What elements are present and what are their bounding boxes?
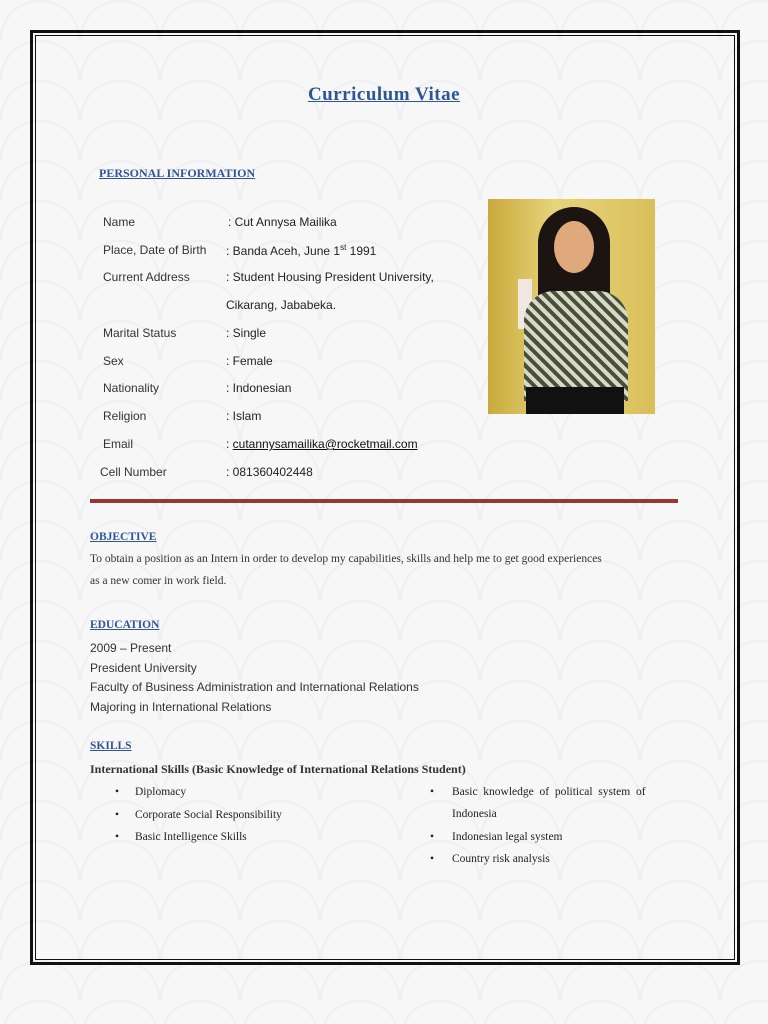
skill-item-continued: Indonesia xyxy=(452,808,497,820)
document-title: Curriculum Vitae xyxy=(307,84,461,105)
dob-suffix: st xyxy=(340,243,347,252)
field-value: : Islam xyxy=(226,409,262,423)
field-value: : Student Housing President University, xyxy=(226,270,434,284)
bullet-icon: • xyxy=(115,786,120,798)
field-value: : Single xyxy=(226,326,267,340)
skill-item: Indonesian legal system xyxy=(452,831,563,843)
field-value: : Indonesian xyxy=(226,381,292,395)
personal-info-heading: PERSONAL INFORMATION xyxy=(99,166,256,180)
field-label: Current Address xyxy=(103,270,190,284)
bullet-icon: • xyxy=(430,786,435,798)
profile-photo xyxy=(488,199,655,414)
field-label: Marital Status xyxy=(103,326,177,340)
dob-year: 1991 xyxy=(346,244,377,258)
field-value xyxy=(226,437,418,451)
education-line: 2009 – Present xyxy=(90,641,172,655)
bullet-icon: • xyxy=(115,831,120,843)
field-value-continued: Cikarang, Jababeka. xyxy=(226,298,337,312)
bullet-icon: • xyxy=(430,831,435,843)
bullet-icon: • xyxy=(115,809,120,821)
bullet-icon: • xyxy=(430,853,435,865)
field-value: : Cut Annysa Mailika xyxy=(228,215,337,229)
email-colon: : xyxy=(226,437,233,451)
objective-heading: OBJECTIVE xyxy=(90,531,157,543)
objective-text: To obtain a position as an Intern in order to develop my capabilities, skills and help me to get good experiences xyxy=(90,553,602,565)
education-line: President University xyxy=(90,661,197,675)
section-divider xyxy=(90,499,678,503)
skill-item: Country risk analysis xyxy=(452,853,550,865)
skills-heading: SKILLS xyxy=(90,740,132,752)
field-label: Religion xyxy=(103,409,147,423)
field-value: : Female xyxy=(226,354,273,368)
education-line: Faculty of Business Administration and International Relations xyxy=(90,680,419,694)
email-link[interactable]: cutannysamailika@rocketmail.com xyxy=(232,437,418,451)
field-label: Email xyxy=(103,437,134,451)
field-label: Name xyxy=(103,215,136,229)
skill-item: Corporate Social Responsibility xyxy=(135,809,282,821)
objective-text: as a new comer in work field. xyxy=(90,575,227,587)
field-label: Sex xyxy=(103,354,124,368)
dob-value: : Banda Aceh, June 1 xyxy=(226,244,341,258)
skill-item: Diplomacy xyxy=(135,786,187,798)
field-value: : 081360402448 xyxy=(226,465,313,479)
field-label: Cell Number xyxy=(100,465,167,479)
field-value xyxy=(226,243,376,258)
field-label: Place, Date of Birth xyxy=(103,243,207,257)
field-label: Nationality xyxy=(103,381,160,395)
skills-subheading: International Skills (Basic Knowledge of International Relations Student) xyxy=(90,762,466,776)
skill-item: Basic knowledge of political system of xyxy=(452,786,646,798)
education-line: Majoring in International Relations xyxy=(90,700,272,714)
skill-item: Basic Intelligence Skills xyxy=(135,831,247,843)
education-heading: EDUCATION xyxy=(90,619,160,631)
